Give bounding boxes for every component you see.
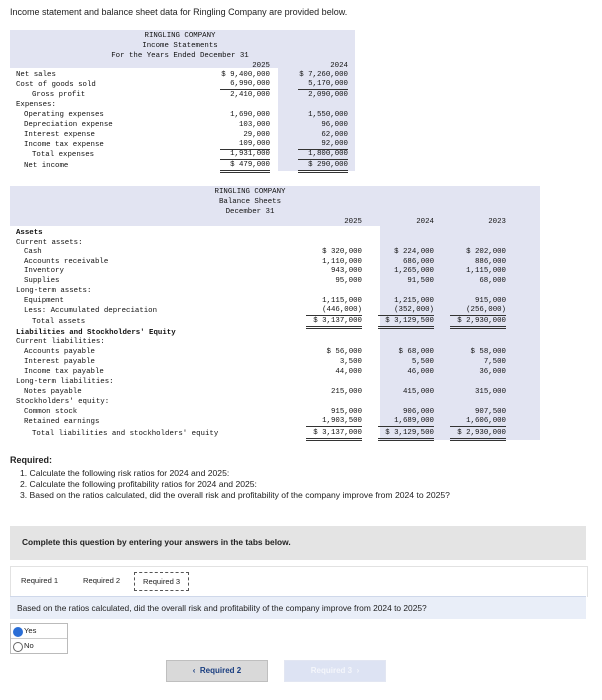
income-value: 5,170,000 <box>298 79 348 90</box>
income-title-period: For the Years Ended December 31 <box>111 52 249 60</box>
income-label-depreciation: Depreciation expense <box>24 121 113 129</box>
option-yes[interactable] <box>11 624 67 638</box>
required-list <box>20 468 450 501</box>
balance-value: 44,000 <box>335 368 362 376</box>
prev-button[interactable] <box>166 660 268 682</box>
balance-label-current-liabilities: Current liabilities: <box>16 338 105 346</box>
balance-value: $ 3,137,000 <box>306 316 362 329</box>
required-item: 2. Calculate the following profitability ratios for 2024 and 2025: <box>20 479 257 489</box>
income-label-gross-profit: Gross profit <box>32 91 86 99</box>
income-value: 62,000 <box>321 131 348 139</box>
balance-label-receivable: Accounts receivable <box>24 258 109 266</box>
balance-value: 1,215,000 <box>394 297 434 305</box>
balance-value: $ 3,129,500 <box>378 316 434 329</box>
income-value: $ 290,000 <box>298 160 348 173</box>
next-button-label: Required 3 <box>310 666 353 675</box>
income-label-interest: Interest expense <box>24 131 95 139</box>
balance-year-2025: 2025 <box>344 218 362 226</box>
balance-value: $ 3,129,500 <box>378 428 434 441</box>
balance-label-inventory: Inventory <box>24 267 64 275</box>
balance-title-company: RINGLING COMPANY <box>214 188 286 196</box>
balance-label-cash: Cash <box>24 248 42 256</box>
balance-value: 1,265,000 <box>394 267 434 275</box>
instruction-banner <box>10 526 586 560</box>
balance-value: $ 320,000 <box>322 248 362 256</box>
income-label-total-expenses: Total expenses <box>32 151 95 159</box>
balance-label-current-assets: Current assets: <box>16 239 83 247</box>
tab-required-2[interactable]: Required 2 <box>83 576 121 585</box>
tab-required-1[interactable]: Required 1 <box>21 576 59 585</box>
balance-label-supplies: Supplies <box>24 277 60 285</box>
balance-title-statement: Balance Sheets <box>218 198 282 206</box>
balance-value: 1,689,000 <box>378 416 434 427</box>
intro-text: Income statement and balance sheet data for Ringling Company are provided below. <box>10 7 348 17</box>
income-label-operating: Operating expenses <box>24 111 104 119</box>
balance-value: $ 68,000 <box>398 348 434 356</box>
balance-label-assets: Assets <box>16 229 43 237</box>
balance-value: $ 224,000 <box>394 248 434 256</box>
income-value: 2,410,000 <box>230 91 270 99</box>
income-value: 109,000 <box>220 139 270 150</box>
balance-label-notes-payable: Notes payable <box>24 388 82 396</box>
income-value: 6,990,000 <box>220 79 270 90</box>
balance-value: $ 2,930,000 <box>450 316 506 329</box>
balance-year-2023: 2023 <box>488 218 506 226</box>
tab-bar <box>10 566 588 597</box>
balance-label-equipment: Equipment <box>24 297 64 305</box>
radio-unselected-icon[interactable] <box>13 642 23 652</box>
balance-label-liabilities-equity: Liabilities and Stockholders' Equity <box>16 329 176 337</box>
balance-value: 5,500 <box>411 358 434 366</box>
required-item: 3. Based on the ratios calculated, did the overall risk and profitability of the company improve from 2024 to 2025? <box>20 490 450 500</box>
balance-label-long-term-liabilities: Long-term liabilities: <box>16 378 114 386</box>
balance-label-accounts-payable: Accounts payable <box>24 348 95 356</box>
prev-button-label: Required 2 <box>199 666 242 675</box>
income-year-2025: 2025 <box>252 62 270 70</box>
balance-value: 1,606,000 <box>450 416 506 427</box>
income-value: 92,000 <box>298 139 348 150</box>
next-button[interactable] <box>284 660 386 682</box>
balance-label-stockholders-equity: Stockholders' equity: <box>16 398 110 406</box>
balance-value: 46,000 <box>407 368 434 376</box>
balance-value: 886,000 <box>474 258 506 266</box>
income-label-tax: Income tax expense <box>24 141 104 149</box>
income-label-net-sales: Net sales <box>16 71 56 79</box>
option-no[interactable] <box>11 638 67 653</box>
option-no-label: No <box>24 641 34 650</box>
income-title-statement: Income Statements <box>142 42 218 50</box>
chevron-left-icon: ‹ <box>192 666 196 675</box>
question-bar <box>10 596 586 619</box>
balance-value: 3,500 <box>339 358 362 366</box>
income-value: 29,000 <box>243 131 270 139</box>
balance-label-total-assets: Total assets <box>32 318 86 326</box>
income-value: 1,800,000 <box>298 149 348 160</box>
balance-value: $ 3,137,000 <box>306 428 362 441</box>
income-label-expenses: Expenses: <box>16 101 56 109</box>
income-value: 1,550,000 <box>308 111 348 119</box>
income-value: 1,931,000 <box>220 149 270 160</box>
balance-value: 686,000 <box>402 258 434 266</box>
balance-value: 1,110,000 <box>322 258 362 266</box>
balance-value: 315,000 <box>474 388 506 396</box>
balance-value: 915,000 <box>330 408 362 416</box>
balance-value: 1,115,000 <box>466 267 506 275</box>
balance-value: $ 58,000 <box>470 348 506 356</box>
balance-label-interest-payable: Interest payable <box>24 358 95 366</box>
balance-value: 415,000 <box>402 388 434 396</box>
income-value: 96,000 <box>321 121 348 129</box>
question-text: Based on the ratios calculated, did the overall risk and profitability of the company improve from 2024 to 2025? <box>17 603 427 613</box>
balance-value: 68,000 <box>479 277 506 285</box>
income-label-cogs: Cost of goods sold <box>16 81 96 89</box>
instruction-text: Complete this question by entering your answers in the tabs below. <box>22 537 291 547</box>
income-value: 103,000 <box>238 121 270 129</box>
income-title-company: RINGLING COMPANY <box>144 32 216 40</box>
option-yes-label: Yes <box>24 626 37 635</box>
income-value: 2,090,000 <box>308 91 348 99</box>
income-value: 1,690,000 <box>230 111 270 119</box>
answer-options <box>10 623 68 654</box>
balance-value: $ 2,930,000 <box>450 428 506 441</box>
balance-label-retained-earnings: Retained earnings <box>24 418 100 426</box>
balance-value: (256,000) <box>450 305 506 316</box>
balance-value: $ 202,000 <box>466 248 506 256</box>
balance-value: (352,000) <box>378 305 434 316</box>
income-label-net-income: Net income <box>24 162 69 170</box>
income-value: $ 7,260,000 <box>299 71 348 79</box>
balance-value: 943,000 <box>330 267 362 275</box>
balance-value: 91,500 <box>407 277 434 285</box>
balance-value: 95,000 <box>335 277 362 285</box>
balance-value: 1,115,000 <box>322 297 362 305</box>
balance-value: 915,000 <box>474 297 506 305</box>
balance-value: 36,000 <box>479 368 506 376</box>
balance-label-long-term-assets: Long-term assets: <box>16 287 92 295</box>
balance-value: 215,000 <box>330 388 362 396</box>
income-value: $ 479,000 <box>220 160 270 173</box>
required-title: Required: <box>10 455 53 465</box>
balance-value: $ 56,000 <box>326 348 362 356</box>
chevron-right-icon: › <box>356 666 360 675</box>
balance-value: 907,500 <box>474 408 506 416</box>
balance-label-accum-depreciation: Less: Accumulated depreciation <box>24 307 158 315</box>
radio-selected-icon[interactable] <box>13 627 23 637</box>
tab-required-3[interactable]: Required 3 <box>134 572 189 591</box>
balance-title-date: December 31 <box>225 208 275 216</box>
balance-value: (446,000) <box>306 305 362 316</box>
balance-label-total-liabilities-equity: Total liabilities and stockholders' equity <box>32 430 219 438</box>
income-value: $ 9,400,000 <box>221 71 270 79</box>
income-year-2024: 2024 <box>330 62 348 70</box>
balance-label-tax-payable: Income tax payable <box>24 368 104 376</box>
balance-value: 906,000 <box>402 408 434 416</box>
balance-value: 7,500 <box>483 358 506 366</box>
balance-label-common-stock: Common stock <box>24 408 78 416</box>
balance-year-2024: 2024 <box>416 218 434 226</box>
required-item: 1. Calculate the following risk ratios for 2024 and 2025: <box>20 468 230 478</box>
balance-value: 1,903,500 <box>306 416 362 427</box>
